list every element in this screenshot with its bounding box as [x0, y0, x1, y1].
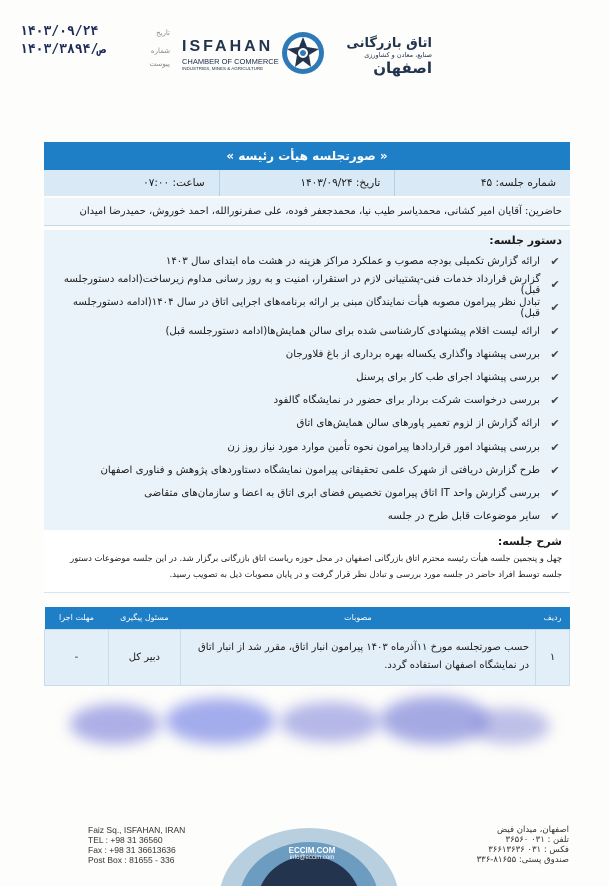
agenda-item	[52, 343, 562, 366]
col-deadline-header: مهلت اجرا	[45, 607, 109, 629]
footer-tel: تلفن : ۰۳۱ ۳۶۵۶۰	[505, 835, 569, 845]
resolutions-table	[44, 607, 570, 686]
check-mark-icon: ✔	[550, 510, 560, 524]
agenda-item	[52, 250, 562, 273]
footer-address-line: اصفهان، میدان فیض	[496, 825, 569, 835]
letter-meta	[20, 24, 170, 78]
description-heading: شرح جلسه:	[497, 535, 562, 548]
footer-email[interactable]: info@eccim.com	[289, 855, 335, 861]
agenda-item	[52, 366, 562, 389]
meta-date-row	[20, 24, 170, 42]
agenda-item-text: بررسی درخواست شرکت بردار برای حضور در نمایشگاه گالفود	[273, 395, 540, 407]
meta-number-row	[20, 42, 170, 60]
footer-address-line: Faiz Sq., ISFAHAN, IRAN	[88, 825, 186, 835]
check-mark-icon: ✔	[550, 324, 560, 338]
agenda-item	[52, 296, 562, 319]
logo-fa-line2: صنایع، معادن و کشاورزی	[364, 51, 432, 59]
footer-address-en	[88, 825, 185, 865]
row-number: ۱	[536, 629, 570, 685]
agenda-item-text: ارائه گزارش از لزوم تعمیر پاورهای سالن همایش‌های اتاق	[296, 418, 540, 430]
document-title: « صورتجلسه هیأت رئیسه »	[44, 142, 570, 170]
agenda-item	[52, 273, 562, 296]
check-mark-icon: ✔	[550, 486, 560, 500]
footer-address-fa	[439, 825, 569, 865]
resolution-text: حسب صورتجلسه مورخ ۱۱آذرماه ۱۴۰۳ پیرامون انبار اتاق، مقرر شد از انبار اتاق در نمایشگاه اصفهان استفاده گردد.	[180, 629, 535, 685]
footer-tel: TEL : +98 31 36560	[88, 835, 163, 845]
session-description	[44, 531, 570, 593]
description-body: چهل و پنجمین جلسه هیأت رئیسه محترم اتاق بازرگانی اصفهان در محل حوزه ریاست اتاق بازرگانی برگزار شد. در این جلسه موضوعات دستور جلسه توسط افراد حاضر در جلسه مورد بررسی و تبادل نظر قرار گرفت و در پایان مصوبات ذیل به تصویب رسید.	[70, 553, 562, 579]
agenda-item-text: سایر موضوعات قابل طرح در جلسه	[387, 511, 540, 523]
agenda-item	[52, 436, 562, 459]
agenda-item-text: ارائه لیست اقلام پیشنهادی کارشناسی شده برای سالن همایش‌ها(ادامه دستورجلسه قبل)	[165, 325, 540, 337]
resolution-deadline: -	[45, 629, 109, 685]
session-time: ساعت: ۰۷:۰۰	[143, 177, 205, 189]
table-row	[45, 629, 570, 685]
agenda-item-text: ارائه گزارش تکمیلی بودجه مصوب و عملکرد مراکز هزینه در هشت ماه ابتدای سال ۱۴۰۳	[165, 256, 540, 268]
agenda-heading: دستور جلسه:	[489, 234, 562, 247]
agenda-item-text: طرح گزارش دریافتی از شهرک علمی تحقیقاتی پیرامون نمایشگاه دستاوردهای پژوهش و فناوری اصفهان	[100, 464, 540, 476]
signature-blur	[470, 708, 550, 744]
agenda-item-text: بررسی گزارش واحد IT اتاق پیرامون تخصیص فضای ابری اتاق به اعضا و سازمان‌های متقاضی	[144, 487, 540, 499]
agenda-item-text: بررسی پیشنهاد واگذاری یکساله بهره برداری از باغ فلاورجان	[285, 348, 540, 360]
meta-date-value: ۱۴۰۳/۰۹/۲۴	[20, 24, 99, 39]
check-mark-icon: ✔	[550, 255, 560, 269]
logo-en-name: ISFAHAN	[182, 38, 274, 55]
agenda-item-text: بررسی پیشنهاد امور قراردادها پیرامون نحوه تأمین موارد مورد نیاز روز زن	[227, 441, 540, 453]
footer-fax: فکس : ۰۳۱ ۳۶۶۱۳۶۳۶	[488, 845, 569, 855]
check-mark-icon: ✔	[550, 371, 560, 385]
logo-persian	[332, 36, 432, 77]
col-row-header: ردیف	[536, 607, 570, 629]
signature-blur	[70, 704, 160, 744]
agenda-list	[52, 250, 562, 528]
col-responsible-header: مسئول پیگیری	[108, 607, 180, 629]
agenda-item	[52, 389, 562, 412]
agenda-item	[52, 505, 562, 528]
check-mark-icon: ✔	[550, 347, 560, 361]
resolution-responsible: دبیر کل	[108, 629, 180, 685]
attendees-line: حاضرین: آقایان امیر کشانی، محمدیاسر طیب نیا، محمدجعفر فوده، علی صفرنورالله، احمد خوروش، حمیدرضا امیدان	[44, 198, 570, 226]
logo-fa-line1: اتاق بازرگانی	[346, 36, 432, 51]
agenda-item	[52, 482, 562, 505]
meta-attachment-row	[20, 60, 170, 78]
check-mark-icon: ✔	[550, 301, 560, 315]
agenda-item-text: گزارش قرارداد خدمات فنی-پشتیبانی لازم در استقرار، امنیت و به روز رسانی مداوم زیرساخت(ادامه دستورجلسه قبل)	[63, 273, 541, 296]
signature-blur	[165, 698, 275, 744]
agenda-item-text: بررسی پیشنهاد اجرای طب کار برای پرسنل	[356, 372, 540, 384]
footer-contact-web	[272, 846, 352, 861]
logo-en-line2: INDUSTRIES, MINES & AGRICULTURE	[182, 66, 264, 71]
check-mark-icon: ✔	[550, 394, 560, 408]
logo-english	[182, 38, 292, 71]
meta-date-label: تاریخ	[156, 29, 170, 37]
chamber-logo	[182, 30, 432, 90]
logo-fa-line3: اصفهان	[373, 59, 432, 77]
meta-number-value: ۱۴۰۳/ص/۳۸۹۴	[20, 42, 107, 57]
agenda-item	[52, 320, 562, 343]
footer-pobox: صندوق پستی: ۸۱۶۵۵-۳۳۶	[476, 855, 569, 865]
session-number: شماره جلسه: ۴۵	[394, 170, 570, 196]
meta-number-label: شماره	[150, 47, 170, 55]
signature-blur	[280, 702, 380, 742]
check-mark-icon: ✔	[550, 463, 560, 477]
check-mark-icon: ✔	[550, 278, 560, 292]
session-date: تاریخ: ۱۴۰۳/۰۹/۲۴	[219, 170, 395, 196]
col-text-header: مصوبات	[180, 607, 535, 629]
resolutions-header-row	[45, 607, 570, 629]
agenda-section	[44, 230, 570, 530]
agenda-item-text: تبادل نظر پیرامون مصوبه هیأت نمایندگان مبنی بر ارائه برنامه‌های اجرایی اتاق در سال ۱۴۰۴(ادامه دستورجلسه قبل)	[72, 296, 541, 319]
footer-fax: Fax : +98 31 36613636	[88, 845, 176, 855]
check-mark-icon: ✔	[550, 440, 560, 454]
meta-attachment-label: پیوست	[149, 60, 170, 68]
agenda-item	[52, 412, 562, 435]
logo-en-line1: CHAMBER OF COMMERCE	[182, 57, 279, 66]
session-info-row	[44, 170, 570, 196]
chamber-emblem-icon	[280, 30, 326, 76]
redacted-signatures	[70, 694, 550, 766]
check-mark-icon: ✔	[550, 417, 560, 431]
footer-website[interactable]: ECCIM.COM	[288, 846, 336, 855]
footer-pobox: Post Box : 81655 - 336	[88, 855, 175, 865]
agenda-item	[52, 459, 562, 482]
